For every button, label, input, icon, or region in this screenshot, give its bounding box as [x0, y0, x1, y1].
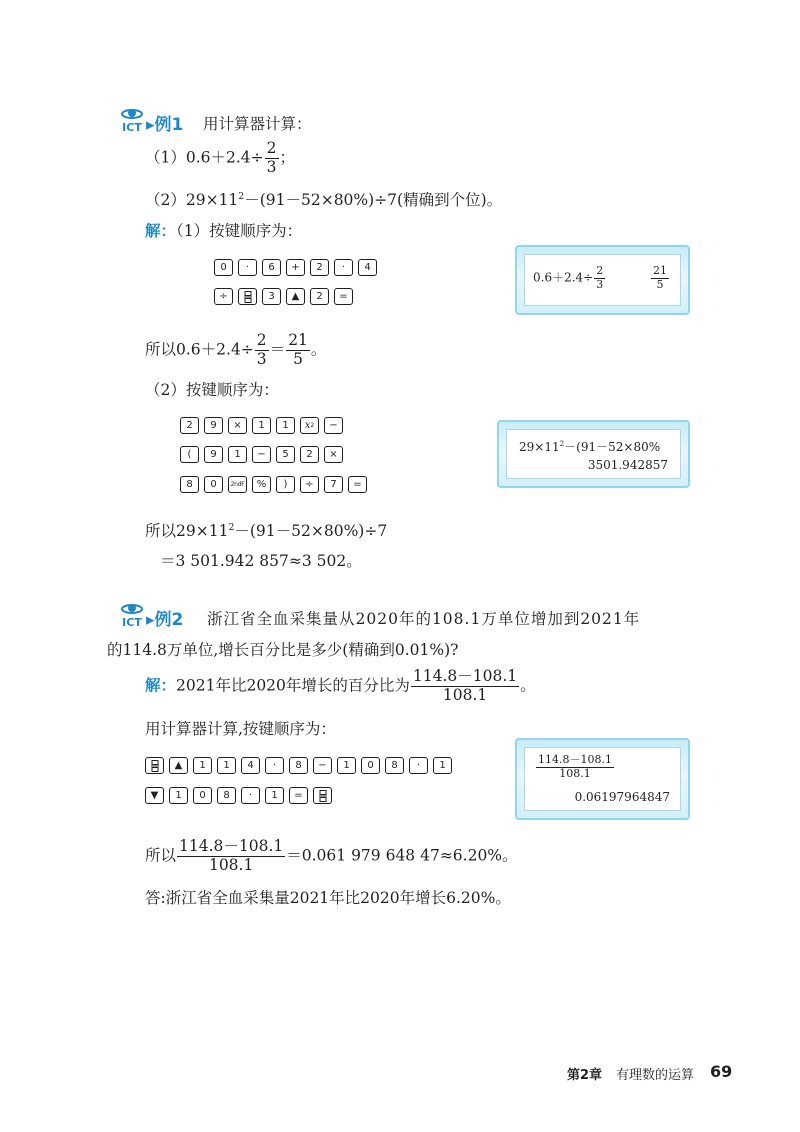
solution-1-intro: 解：（1）按键顺序为： [145, 222, 303, 240]
example-1-intro: 用计算器计算： [203, 115, 312, 133]
calculator-key: 1 [252, 417, 271, 434]
calculator-key: 8 [180, 476, 199, 493]
footer-chapter: 第2章 [567, 1068, 603, 1083]
calculator-key: 2ndF [228, 476, 247, 493]
calculator-key: = [348, 476, 367, 493]
calculator-key: ▲ [286, 288, 305, 305]
calculator-key: 2 [310, 288, 329, 305]
calculator-key: − [252, 446, 271, 463]
calculator-key: ÷ [300, 476, 319, 493]
example-2-calc-intro: 用计算器计算,按键顺序为： [145, 720, 336, 738]
calculator-key: 7 [324, 476, 343, 493]
calculator-key: x 2 [300, 417, 319, 434]
calculator-key: ÷ [214, 288, 233, 305]
calculator-key: 0 [193, 787, 212, 804]
calculator-key: 0 [204, 476, 223, 493]
calculator-key: 2 [300, 446, 319, 463]
calculator-key: 8 [289, 757, 308, 774]
key-sequence-2-row-3 [180, 476, 367, 493]
calculator-key: × [228, 417, 247, 434]
example-2-answer: 答:浙江省全血采集量2021年比2020年增长6.20%。 [145, 889, 511, 907]
footer-title: 有理数的运算 [616, 1068, 695, 1083]
calculator-key: × [324, 446, 343, 463]
calculator-key: − [313, 757, 332, 774]
key-sequence-3-row-1 [145, 757, 452, 774]
calculator-key: 1 [169, 787, 188, 804]
calculator-key: 4 [358, 259, 377, 276]
calculator-key: 6 [262, 259, 281, 276]
calculator-key: · [265, 757, 284, 774]
calculator-key: 4 [241, 757, 260, 774]
example-2-solution: 解：2021年比2020年增长的百分比为 $\frac{114.8-108.1}{108.1}$ 。 [145, 667, 536, 704]
calculator-key: · [334, 259, 353, 276]
example-2-result: 所以 $\frac{114.8-108.1}{108.1}$ ＝0.061 979 648 47≈6.20%。 [145, 837, 518, 874]
calculator-screen-3: $\frac{114.8-108.1}{108.1}$ 0.06197964847 [515, 738, 690, 820]
calculator-key: 0 [214, 259, 233, 276]
result-1: 所以0.6＋2.4÷ $\frac{2}{3}$ ＝ $\frac{21}{5}$ 。 [145, 331, 327, 368]
key-sequence-2-row-2 [180, 446, 343, 463]
calculator-key: 1 [433, 757, 452, 774]
calculator-key: ( [180, 446, 199, 463]
calculator-key: 9 [204, 417, 223, 434]
ict-icon [115, 600, 149, 628]
calculator-key: · [409, 757, 428, 774]
calculator-key: 8 [385, 757, 404, 774]
example-1-label: ▸例1 [146, 115, 184, 135]
key-sequence-1-row-2 [214, 288, 353, 305]
calculator-key: 1 [265, 787, 284, 804]
calculator-key: 2 [180, 417, 199, 434]
calculator-key: · [241, 787, 260, 804]
example-2-question-line-2: 的114.8万单位,增长百分比是多少(精确到0.01%)? [107, 641, 459, 659]
calculator-key: 5 [276, 446, 295, 463]
question-2: $(2)29\times 11^2-(91-52\times 80\%)\div 7$(精确到个位)。 [145, 190, 503, 209]
example-2-question-line-1: 浙江省全血采集量从2020年的108.1万单位增加到2021年 [207, 610, 641, 628]
svg-text:ICT: ICT [122, 616, 142, 628]
calculator-key: ) [276, 476, 295, 493]
calculator-screen-2: $29\times 11^2-(91-52\times 80\%$ 3501.942857 [497, 420, 690, 488]
solution-2-intro: （2）按键顺序为： [145, 381, 279, 399]
key-sequence-2-row-1 [180, 417, 343, 434]
calculator-key: 8 [217, 787, 236, 804]
result-2-line-1: 所以$29\times 11^2-(91-52\times 80\%)\div 7$ [145, 521, 388, 540]
page-number: 69 [710, 1062, 733, 1081]
calculator-key: ▲ [169, 757, 188, 774]
calculator-key: · [238, 259, 257, 276]
calculator-key: 1 [217, 757, 236, 774]
ict-icon [115, 105, 149, 133]
calculator-key: − [324, 417, 343, 434]
calculator-screen-1: 0.6＋2.4÷ $\frac{2}{3}$ $\frac{21}{5}$ [515, 245, 690, 315]
calculator-key: 1 [276, 417, 295, 434]
calculator-key: 2 [310, 259, 329, 276]
calculator-key: = [289, 787, 308, 804]
key-sequence-1-row-1 [214, 259, 377, 276]
calculator-key: 1 [193, 757, 212, 774]
calculator-key: % [252, 476, 271, 493]
fraction-key-icon [313, 787, 332, 804]
calculator-key: ▼ [145, 787, 164, 804]
calculator-key: = [334, 288, 353, 305]
example-2-label: ▸例2 [146, 610, 184, 630]
fraction-key-icon [238, 288, 257, 305]
calculator-key: 9 [204, 446, 223, 463]
fraction-key-icon [145, 757, 164, 774]
key-sequence-3-row-2 [145, 787, 332, 804]
calculator-key: + [286, 259, 305, 276]
result-2-line-2: ＝3 501.942 857≈3 502。 [160, 552, 362, 570]
svg-text:ICT: ICT [122, 121, 142, 133]
calculator-key: 3 [262, 288, 281, 305]
calculator-key: 0 [361, 757, 380, 774]
question-1: （1）0.6＋2.4÷ $\frac{2}{3}$ ； [145, 139, 296, 176]
calculator-key: 1 [228, 446, 247, 463]
calculator-key: 1 [337, 757, 356, 774]
